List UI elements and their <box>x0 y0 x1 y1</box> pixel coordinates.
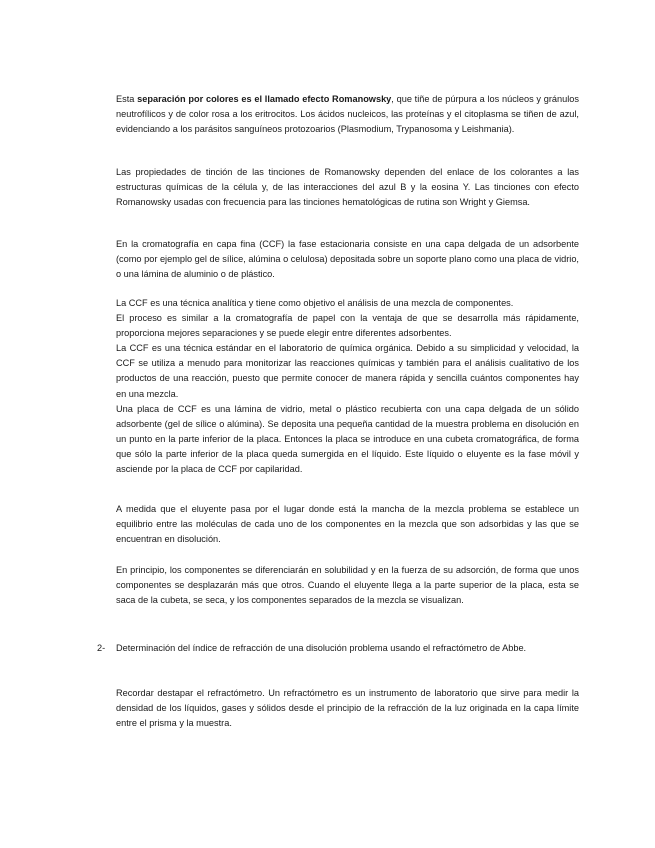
tlc-process: El proceso es similar a la cromatografía de papel con la ventaja de que se desarrolla más rápidamente, proporciona mejores separaciones y se puede elegir entre diferentes adsorbentes. <box>116 313 579 339</box>
paragraph-tlc-definition: En la cromatografía en capa fina (CCF) la fase estacionaria consiste en una capa delgada de un adsorbente (como por ejemplo gel de sílice, alúmina o celulosa) depositada sobre un soporte plano como una placa de vidrio, o una lámina de aluminio o de plástico. <box>116 239 579 280</box>
paragraph-eluent-equilibrium: A medida que el eluyente pasa por el lugar donde está la mancha de la mezcla problema se establece un equilibrio entre las moléculas de cada uno de los componentes en la mezcla que son adsorbidas y las que se encuentran en disolución. <box>116 504 579 545</box>
paragraph-staining-properties: Las propiedades de tinción de las tinciones de Romanowsky dependen del enlace de los colorantes a las estructuras químicas de la célula y, de las interacciones del azul B y la eosina Y. Las tinciones con efecto Romanowsky usadas con frecuencia para las tinciones hematológicas de rutina son Wright y Giemsa. <box>116 167 579 208</box>
list-number: 2- <box>97 643 106 653</box>
paragraph-component-separation: En principio, los componentes se diferenciarán en solubilidad y en la fuerza de su adsorción, de forma que unos componentes se desplazarán más que otros. Cuando el eluyente llega a la parte superior de la placa, esta se saca de la cubeta, se seca, y los componentes separados de la mezcla se visualizan. <box>116 565 579 606</box>
paragraph-continuation: , que tiñe de púrpura a los núcleos y gránulos neutrofílicos y de color rosa a los eritrocitos. Los ácidos nucleicos, las proteínas y el citoplasma se tiñen de azul, evidenciando a los parásitos sanguíneos protozoarios (Plasmodium, Trypanosoma y Leishmania). <box>116 94 580 135</box>
paragraph-refractometer: Recordar destapar el refractómetro. Un refractómetro es un instrumento de laboratorio que sirve para medir la densidad de los líquidos, gases y sólidos desde el principio de la refracción de la luz originada en la capa límite entre el prisma y la muestra. <box>116 688 579 729</box>
paragraph-intro: Esta <box>116 94 138 104</box>
tlc-plate: Una placa de CCF es una lámina de vidrio, metal o plástico recubierta con una capa delgada de un sólido adsorbente (gel de sílice o alúmina). Se deposita una pequeña cantidad de la muestra problema en disolución en un punto en la parte inferior de la placa. Entonces la placa se introduce en una cubeta cromatográfica, de forma que sólo la parte inferior de la placa queda sumergida en el líquido. Este líquido o eluyente es la fase móvil y asciende por la placa de CCF por capilaridad. <box>116 403 579 475</box>
paragraph-romanowsky-effect <box>116 92 579 137</box>
paragraph-tlc-technique <box>116 296 579 477</box>
tlc-standard: La CCF es una técnica estándar en el laboratorio de química orgánica. Debido a su simplicidad y velocidad, la CCF se utiliza a menudo para monitorizar las reacciones químicas y también para el análisis cualitativo de los productos de una reacción, puesto que permite conocer de manera rápida y sencilla cuántos componentes hay en una mezcla. <box>116 343 579 399</box>
bold-phrase-romanowsky: separación por colores es el llamado efecto Romanowsky <box>137 94 392 104</box>
tlc-objective: La CCF es una técnica analítica y tiene como objetivo el análisis de una mezcla de componentes. <box>116 298 514 308</box>
section-heading-refractive-index: Determinación del índice de refracción de una disolución problema usando el refractómetro de Abbe. <box>116 643 527 653</box>
